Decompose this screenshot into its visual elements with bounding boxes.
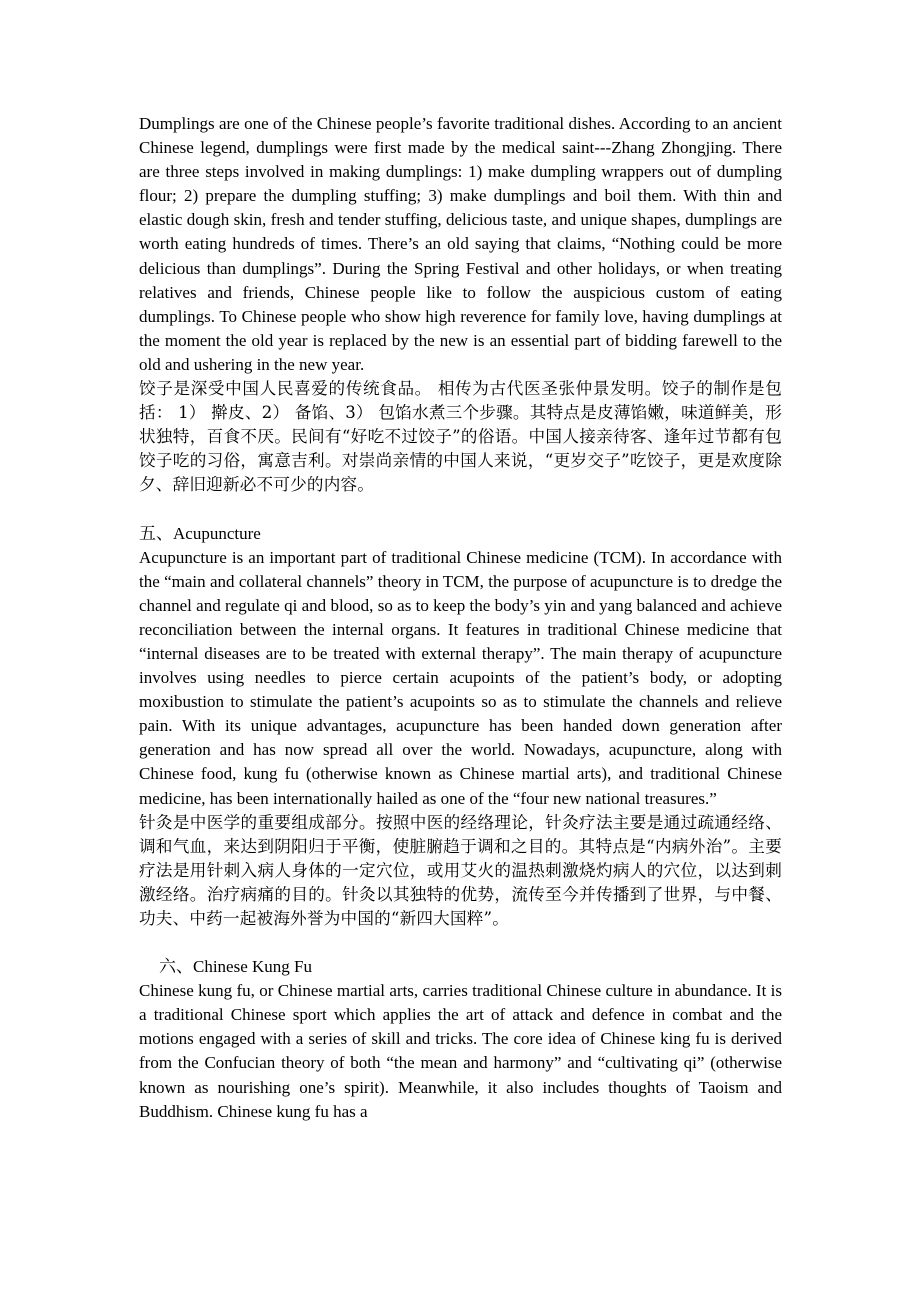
document-body: [139, 112, 782, 1124]
kungfu-english-paragraph: Chinese kung fu, or Chinese martial arts, carries traditional Chinese culture in abundance. It is a traditional Chinese sport which applies the art of attack and defence in combat and the motions engaged with a series of skill and tricks. The core idea of Chinese king fu is derived from the Confucian theory of both “the mean and harmony” and “cultivating qi” (otherwise known as nourishing one’s spirit). Meanwhile, it also includes thoughts of Taoism and Buddhism. Chinese kung fu has a: [139, 981, 782, 1121]
dumplings-chinese-paragraph: 饺子是深受中国人民喜爱的传统食品。 相传为古代医圣张仲景发明。饺子的制作是包括： 1） 擀皮、2） 备馅、3） 包馅水煮三个步骤。其特点是皮薄馅嫩，味道鲜美，形状独特，百食不厌。民间有“好吃不过饺子”的俗语。中国人接亲待客、逢年过节都有包饺子吃的习俗，寓意吉利。对崇尚亲情的中国人来说，“更岁交子”吃饺子，更是欢度除夕、辞旧迎新必不可少的内容。: [139, 379, 782, 495]
acupuncture-chinese-paragraph: 针灸是中医学的重要组成部分。按照中医的经络理论，针灸疗法主要是通过疏通经络、调和气血，来达到阴阳归于平衡，使脏腑趋于调和之目的。其特点是“内病外治”。主要疗法是用针刺入病人身体的一定穴位，或用艾火的温热刺激烧灼病人的穴位，以达到刺激经络。治疗病痛的目的。针灸以其独特的优势，流传至今并传播到了世界，与中餐、功夫、中药一起被海外誉为中国的“新四大国粹”。: [139, 812, 782, 928]
section-spacer: [139, 931, 782, 955]
acupuncture-english-paragraph: Acupuncture is an important part of traditional Chinese medicine (TCM). In accordance with the “main and collateral channels” theory in TCM, the purpose of acupuncture is to dredge the channel and regulate qi and blood, so as to keep the body’s yin and yang balanced and achieve reconciliation between the internal organs. It features in traditional Chinese medicine that “internal diseases are to be treated with external therapy”. The main therapy of acupuncture involves using needles to pierce certain acupoints of the patient’s body, or adopting moxibustion to stimulate the patient’s acupoints so as to stimulate the channels and relieve pain. With its unique advantages, acupuncture has been handed down generation after generation and has now spread all over the world. Nowadays, acupuncture, along with Chinese food, kung fu (otherwise known as Chinese martial arts), and traditional Chinese medicine, has been internationally hailed as one of the “four new national treasures.”: [139, 547, 782, 808]
dumplings-english-paragraph: Dumplings are one of the Chinese people’s favorite traditional dishes. According to an ancient Chinese legend, dumplings were first made by the medical saint---Zhang Zhongjing. There are three steps involved in making dumplings: 1) make dumpling wrappers out of dumpling flour; 2) prepare the dumpling stuffing; 3) make dumplings and boil them. With thin and elastic dough skin, fresh and tender stuffing, delicious taste, and unique shapes, dumplings are worth eating hundreds of times. There’s an old saying that claims, “Nothing could be more delicious than dumplings”. During the Spring Festival and other holidays, or when treating relatives and friends, Chinese people like to follow the auspicious custom of eating dumplings. To Chinese people who show high reverence for family love, having dumplings at the moment the old year is replaced by the new is an essential part of bidding farewell to the old and ushering in the new year.: [139, 114, 782, 374]
kungfu-heading: 六、Chinese Kung Fu: [159, 957, 312, 977]
acupuncture-heading: 五、Acupuncture: [139, 523, 261, 543]
section-spacer: [139, 498, 782, 522]
